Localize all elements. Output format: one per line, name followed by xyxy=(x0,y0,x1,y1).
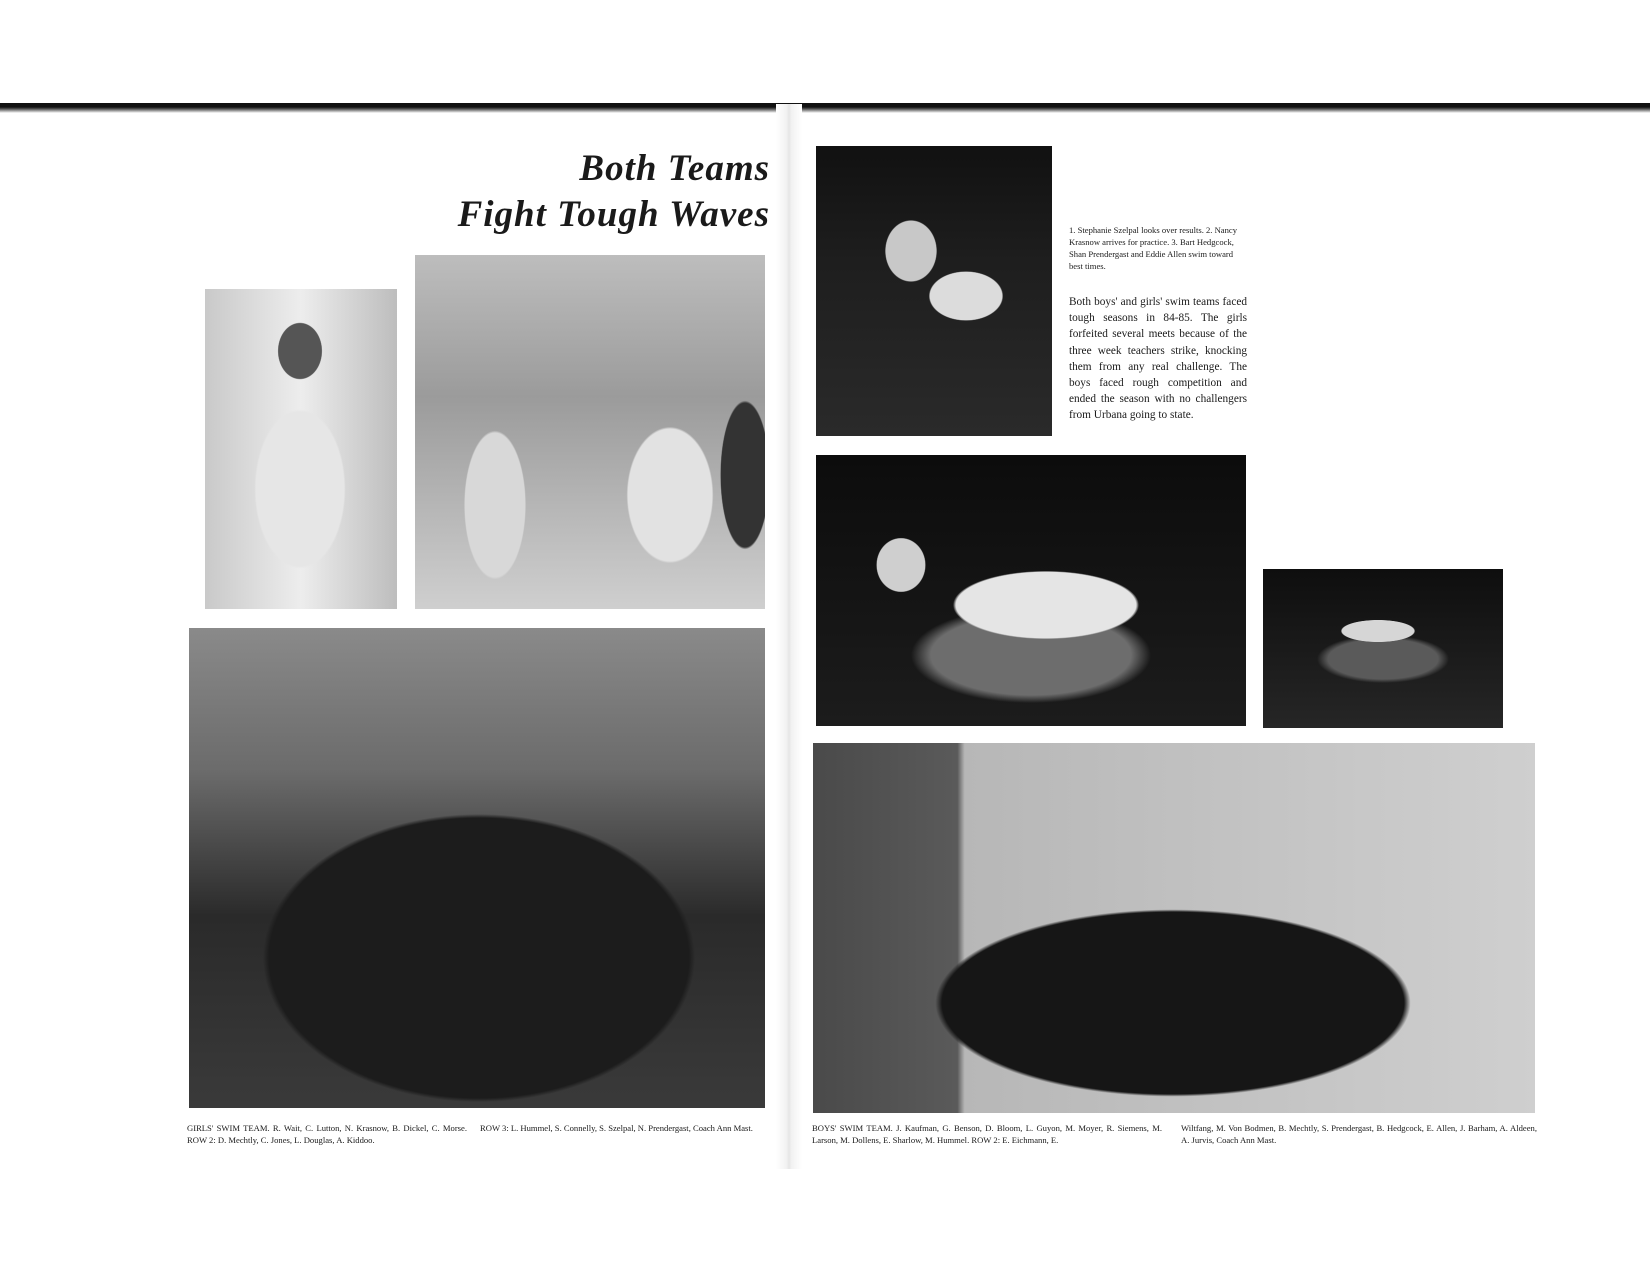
title-line-2: Fight Tough Waves xyxy=(457,194,770,235)
photo-freestyle-swimmer xyxy=(1263,569,1503,728)
photo-hallway-students xyxy=(415,255,765,609)
boys-team-caption-col1: BOYS' SWIM TEAM. J. Kaufman, G. Benson, D. Bloom, L. Guyon, M. Moyer, R. Siemens, M. Larson, M. Dollens, E. Sharlow, M. Hummel. ROW 2: E. Eichmann, E. xyxy=(812,1123,1162,1145)
article-body-text: Both boys' and girls' swim teams faced tough seasons in 84-85. The girls forfeited several meets because of the three week teachers strike, knocking them from any real challenge. The boys faced rough competition and ended the season with no challengers from Urbana going to state. xyxy=(1069,296,1247,422)
photo-boy-with-backpack xyxy=(205,289,397,609)
spread-top-edge xyxy=(0,103,1650,113)
title-line-1: Both Teams xyxy=(579,148,770,189)
page-title xyxy=(410,146,770,238)
boys-team-caption-col2: Wiltfang, M. Von Bodmen, B. Mechtly, S. Prendergast, B. Hedgcock, E. Allen, J. Barham, A. Aldeen, A. Jurvis, Coach Ann Mast. xyxy=(1181,1123,1537,1145)
photo-swimmer-in-pool xyxy=(816,146,1052,436)
girls-team-caption-col1: GIRLS' SWIM TEAM. R. Wait, C. Lutton, N. Krasnow, B. Dickel, C. Morse. ROW 2: D. Mechtly, C. Jones, L. Douglas, A. Kiddoo. xyxy=(187,1123,467,1145)
book-gutter xyxy=(776,104,802,1169)
photo-boys-swim-team xyxy=(813,743,1535,1113)
photo-girls-swim-team xyxy=(189,628,765,1108)
girls-team-caption-col2: ROW 3: L. Hummel, S. Connelly, S. Szelpal, N. Prendergast, Coach Ann Mast. xyxy=(480,1123,753,1133)
photo-caption: 1. Stephanie Szelpal looks over results. 2. Nancy Krasnow arrives for practice. 3. Bart Hedgcock, Shan Prendergast and Eddie Allen swim toward best times. xyxy=(1069,225,1238,271)
photo-butterfly-swimmer xyxy=(816,455,1246,726)
